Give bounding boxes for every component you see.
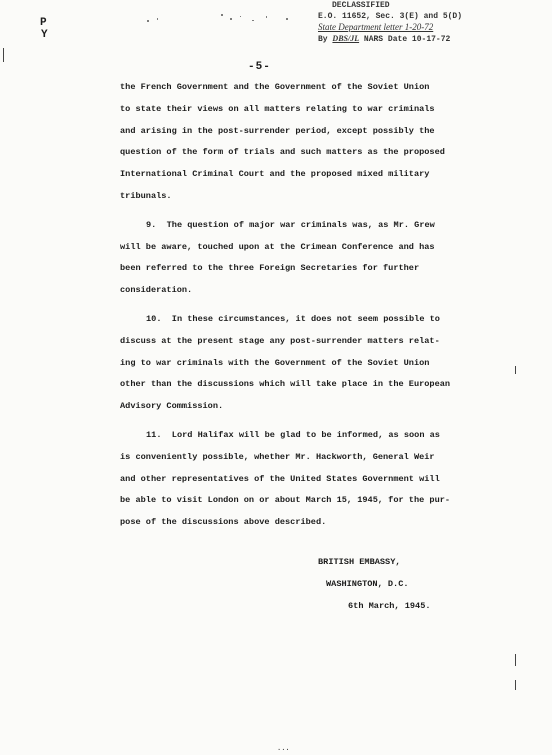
text-line: Advisory Commission. xyxy=(120,401,224,412)
stamp-line-4 xyxy=(318,33,518,45)
text-line: been referred to the three Foreign Secretaries for further xyxy=(120,263,420,274)
text-line: question of the form of trials and such matters as the proposed xyxy=(120,147,445,158)
signature-city: WASHINGTON, D.C. xyxy=(326,579,409,589)
text-line: discuss at the present stage any post-surrender matters relat- xyxy=(120,335,440,346)
declassification-stamp xyxy=(318,0,518,45)
stamp-line-2: E.O. 11652, Sec. 3(E) and 5(D) xyxy=(318,12,463,21)
text-line: be able to visit London on or about March 15, 1945, for the pur- xyxy=(120,495,451,506)
text-line: tribunals. xyxy=(120,190,172,201)
text-line: other than the discussions which will take place in the European xyxy=(120,379,451,390)
margin-tick xyxy=(3,48,4,62)
signature-date: 6th March, 1945. xyxy=(348,601,431,611)
margin-tick-right xyxy=(515,654,516,666)
text-line: and arising in the post-surrender period, except possibly the xyxy=(120,125,435,136)
page-number: -5- xyxy=(248,61,271,73)
text-line: will be aware, touched upon at the Crimean Conference and has xyxy=(120,241,435,252)
stamp-date: NARS Date 10-17-72 xyxy=(363,35,451,44)
text-line: pose of the discussions above described. xyxy=(120,517,327,528)
bottom-mark: ... xyxy=(277,745,290,753)
margin-tick-right xyxy=(515,680,516,690)
text-line: ing to war criminals with the Government of the Soviet Union xyxy=(120,357,430,368)
text-line: consideration. xyxy=(120,285,193,296)
paragraph-9-line: 9. The question of major war criminals was, as Mr. Grew xyxy=(146,219,435,230)
stamp-initials: DBS/JL xyxy=(332,34,360,43)
paragraph-10-line: 10. In these circumstances, it does not seem possible to xyxy=(146,313,440,324)
stamp-line-1: DECLASSIFIED xyxy=(332,1,390,10)
text-line: and other representatives of the United States Government will xyxy=(120,473,440,484)
margin-mark-p: P xyxy=(40,17,47,29)
text-line: to state their views on all matters relating to war criminals xyxy=(120,103,435,114)
paragraph-11-line: 11. Lord Halifax will be glad to be informed, as soon as xyxy=(146,429,440,440)
signature-embassy: BRITISH EMBASSY, xyxy=(318,557,401,567)
margin-mark-y: Y xyxy=(41,29,48,41)
text-line: is conveniently possible, whether Mr. Hackworth, General Weir xyxy=(120,451,435,462)
text-line: International Criminal Court and the proposed mixed military xyxy=(120,169,430,180)
stamp-by-label: By xyxy=(318,35,328,44)
stamp-line-3: State Department letter 1-20-72 xyxy=(318,22,434,32)
document-body xyxy=(120,77,480,534)
text-line: the French Government and the Government of the Soviet Union xyxy=(120,82,430,92)
margin-tick-right xyxy=(515,366,516,374)
